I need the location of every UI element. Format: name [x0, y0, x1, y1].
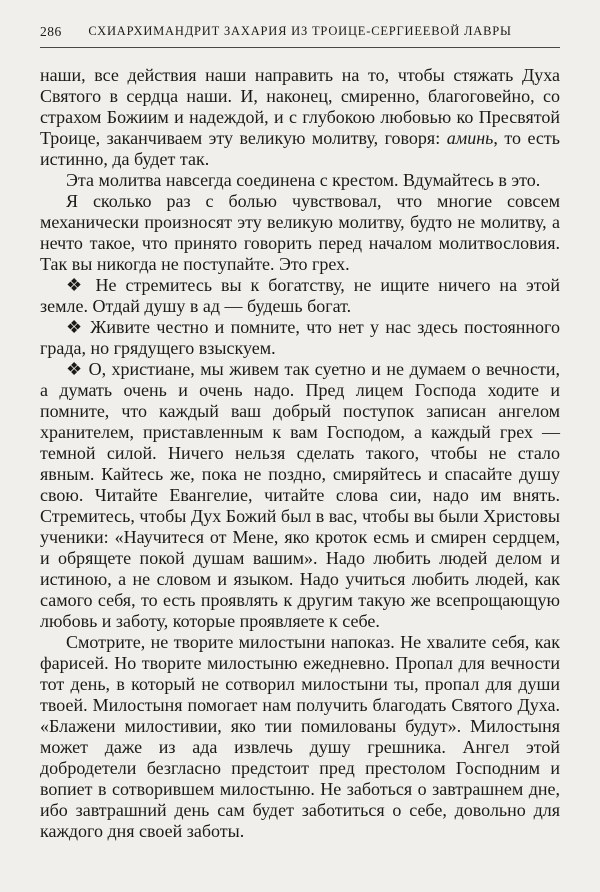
text-run: ❖ О, христиане, мы живем так суетно и не думаем о вечности, а думать очень и очень надо. Пред лицем Господа ходите и помните, что каждый ваш добрый поступок записан ангелом хранителем, приставленным к вам Господом, а каждый грех — темной силой. Ничего нельзя сделать такого, чтобы не стало явным. Кайтесь же, пока не поздно, смиряйтесь и спасайте душу свою. Читайте Евангелие, читайте слова сии, надо им внять. Стремитесь, чтобы Дух Божий был в вас, чтобы вы были Христовы ученики: «Научитеся от Мене, яко кроток есмь и смирен сердцем, и обрящете покой душам вашим». Надо любить людей делом и истиною, а не словом и языком. Надо учиться любить людей, как самого себя, то есть проявлять к другим такую же всепрощающую любовь и заботу, которые проявляете к себе.: [40, 359, 560, 631]
text-run: Эта молитва навсегда соединена с крестом. Вдумайтесь в это.: [66, 170, 541, 190]
text-run: Я сколько раз с болью чувствовал, что многие совсем механически произносят эту великую молитву, будто не молитву, а нечто такое, что принято говорить перед началом молитвословия. Так вы никогда не поступайте. Это грех.: [40, 191, 560, 274]
paragraph: [40, 191, 560, 275]
paragraph: [40, 359, 560, 632]
text-run: ❖ Живите честно и помните, что нет у нас здесь постоянного града, но грядущего взыскуем.: [40, 317, 560, 358]
paragraph: [40, 275, 560, 317]
running-head: [40, 24, 560, 42]
page-body: [40, 65, 560, 842]
paragraph: [40, 317, 560, 359]
text-run: ❖ Не стремитесь вы к богатству, не ищите ничего на этой земле. Отдай душу в ад — будешь богат.: [40, 275, 560, 316]
paragraph: [40, 170, 560, 191]
page-number: 286: [40, 24, 62, 39]
text-run: наши, все действия наши направить на то, чтобы стяжать Духа Святого в сердца наши. И, наконец, смиренно, благоговейно, со страхом Божиим и надеждой, и с глубокою любовью ко Пресвятой Троице, заканчиваем эту великую молитву, говоря:: [40, 65, 560, 148]
running-head-title: СХИАРХИМАНДРИТ ЗАХАРИЯ ИЗ ТРОИЦЕ-СЕРГИЕЕВОЙ ЛАВРЫ: [88, 24, 512, 38]
header-divider: [40, 47, 560, 48]
text-run: , то есть истинно, да будет так.: [40, 128, 560, 169]
text-run: Смотрите, не творите милостыни напоказ. Не хвалите себя, как фарисей. Но творите милостыню ежедневно. Пропал для вечности тот день, в который не сотворил милостыни ты, пропал для души твоей. Милостыня помогает нам получить благодать Святого Духа. «Блажени милостивии, яко тии помилованы будут». Милостыня может даже из ада извлечь душу грешника. Ангел этой добродетели безгласно предстоит пред престолом Господним и вопиет в сотворившем милостыню. Не заботься о завтрашнем дне, ибо завтрашний день сам будет заботиться о себе, довольно для каждого дня своей заботы.: [40, 632, 560, 841]
italic-text-run: аминь: [446, 128, 494, 148]
paragraph: [40, 632, 560, 842]
paragraph: [40, 65, 560, 170]
